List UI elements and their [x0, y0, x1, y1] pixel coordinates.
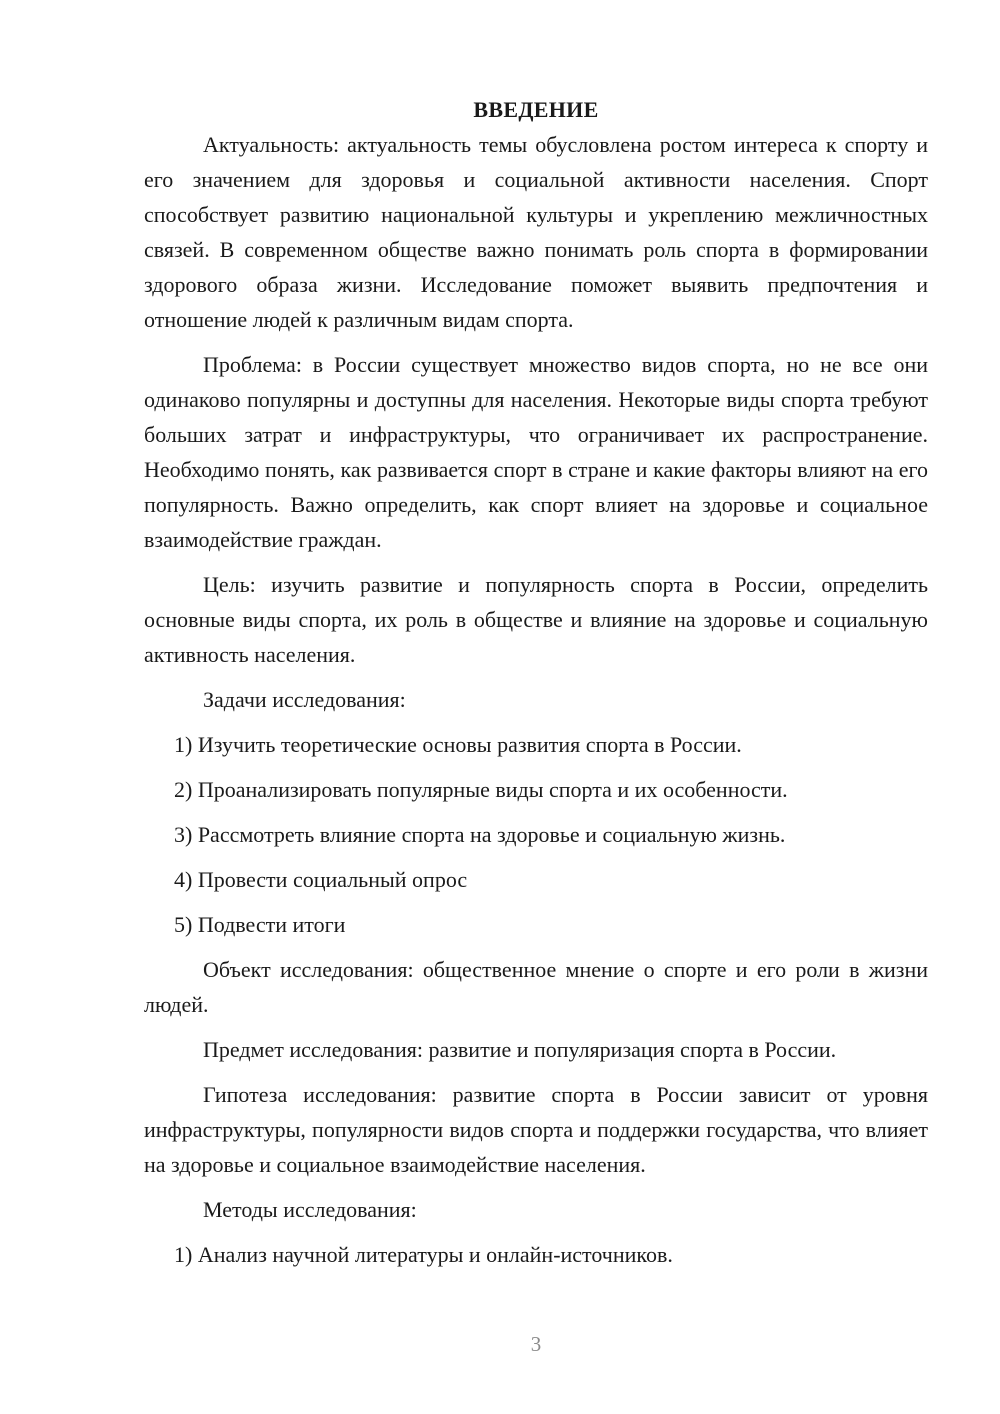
document-title: ВВЕДЕНИЕ	[473, 97, 599, 122]
task-item: 3) Рассмотреть влияние спорта на здоровье и социальную жизнь.	[174, 822, 786, 847]
subject-paragraph: Предмет исследования: развитие и популяризация спорта в России.	[203, 1037, 837, 1062]
task-item: 2) Проанализировать популярные виды спорта и их особенности.	[174, 777, 788, 802]
object-paragraph: Объект исследования: общественное мнение о спорте и его роли в жизни людей.	[144, 957, 928, 1017]
hypothesis-paragraph: Гипотеза исследования: развитие спорта в России зависит от уровня инфраструктуры, популярности видов спорта и поддержки государства, что влияет на здоровье и социальное взаимодействие населения.	[144, 1082, 928, 1177]
task-item: 1) Изучить теоретические основы развития спорта в России.	[174, 732, 742, 757]
tasks-heading: Задачи исследования:	[203, 687, 406, 712]
page-number: 3	[530, 1332, 542, 1356]
problem-paragraph: Проблема: в России существует множество видов спорта, но не все они одинаково популярны и доступны для населения. Некоторые виды спорта требуют больших затрат и инфраструктуры, что ограничивает их распространение. Необходимо понять, как развивается спорт в стране и какие факторы влияют на его популярность. Важно определить, как спорт влияет на здоровье и социальное взаимодействие граждан.	[144, 352, 928, 552]
relevance-paragraph: Актуальность: актуальность темы обусловлена ростом интереса к спорту и его значением для здоровья и социальной активности населения. Спорт способствует развитию национальной культуры и укреплению межличностных связей. В современном обществе важно понимать роль спорта в формировании здорового образа жизни. Исследование поможет выявить предпочтения и отношение людей к различным видам спорта.	[144, 132, 928, 332]
goal-paragraph: Цель: изучить развитие и популярность спорта в России, определить основные виды спорта, их роль в обществе и влияние на здоровье и социальную активность населения.	[144, 572, 928, 667]
method-item: 1) Анализ научной литературы и онлайн-источников.	[174, 1242, 673, 1267]
task-item: 4) Провести социальный опрос	[174, 867, 468, 892]
document-page	[144, 92, 928, 1272]
methods-heading: Методы исследования:	[203, 1197, 417, 1222]
task-item: 5) Подвести итоги	[174, 912, 346, 937]
